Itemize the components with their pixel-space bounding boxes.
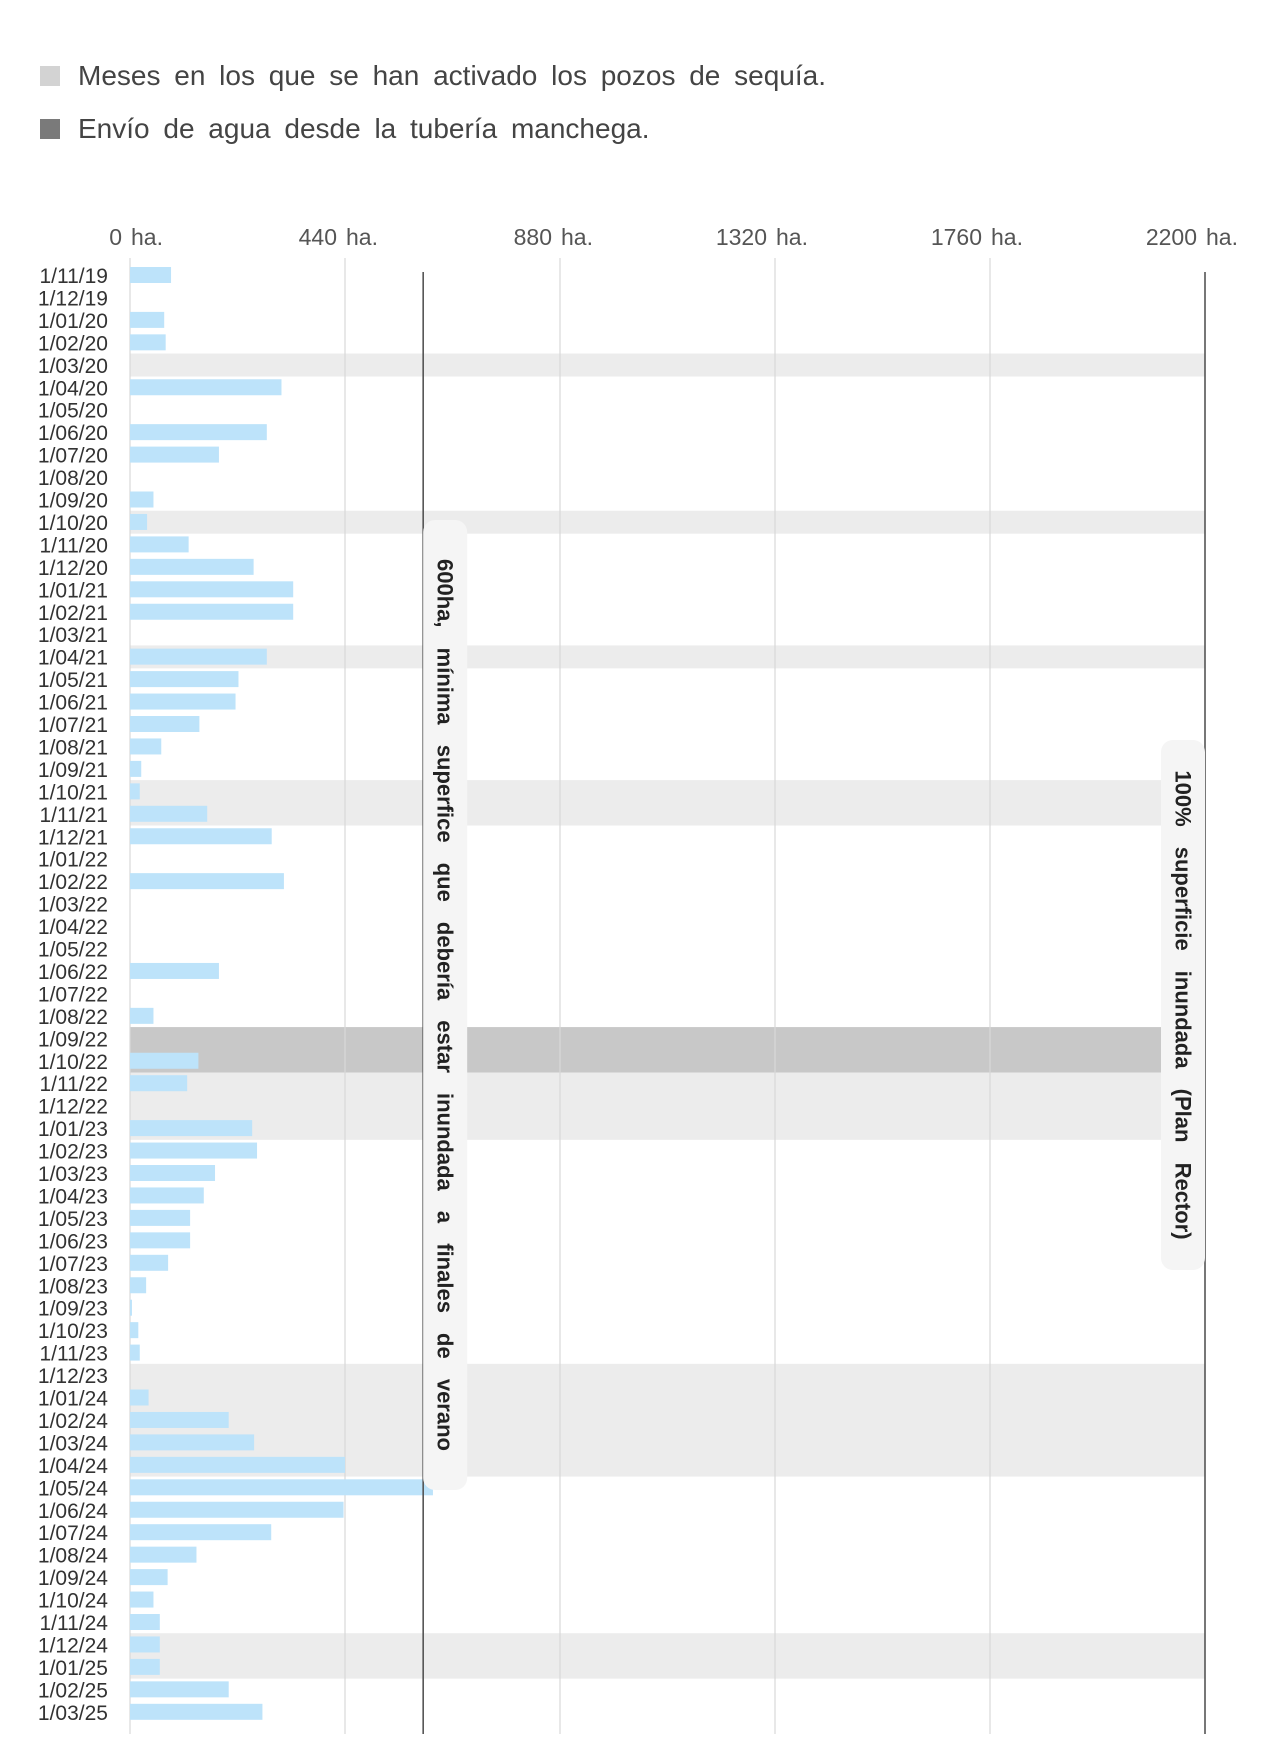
y-category-label: 1/02/22 <box>37 871 108 895</box>
drought-band <box>130 780 1205 803</box>
drought-band <box>130 354 1205 377</box>
bar <box>130 1659 160 1675</box>
bar <box>130 559 254 575</box>
y-category-label: 1/08/24 <box>37 1544 108 1568</box>
bar <box>130 1681 229 1697</box>
drought-band <box>130 1386 1205 1409</box>
x-tick-unit: ha. <box>131 224 163 250</box>
y-category-label: 1/07/24 <box>37 1522 108 1546</box>
bar <box>130 738 161 754</box>
drought-band <box>130 1094 1205 1117</box>
drought-band <box>130 1656 1205 1679</box>
y-category-label: 1/05/22 <box>37 938 108 962</box>
x-tick-unit: ha. <box>346 224 378 250</box>
x-tick-unit: ha. <box>561 224 593 250</box>
y-category-label: 1/11/21 <box>39 803 108 827</box>
bar <box>130 1075 187 1091</box>
y-category-label: 1/10/20 <box>37 511 108 535</box>
bar <box>130 267 171 283</box>
y-category-label: 1/12/19 <box>37 287 108 311</box>
y-category-label: 1/11/23 <box>39 1342 108 1366</box>
legend-pipeline-label: Envío de agua desde la tubería manchega. <box>78 113 650 144</box>
y-category-label: 1/03/22 <box>37 893 108 917</box>
bar <box>130 1053 198 1069</box>
y-category-label: 1/12/20 <box>37 556 108 580</box>
y-category-label: 1/11/20 <box>39 534 108 558</box>
y-category-label: 1/06/21 <box>37 691 108 715</box>
bar <box>130 447 219 463</box>
bar <box>130 828 272 844</box>
drought-band <box>130 1409 1205 1432</box>
bar <box>130 1120 252 1136</box>
bar <box>130 963 219 979</box>
y-category-label: 1/10/21 <box>37 781 108 805</box>
bar <box>130 1569 168 1585</box>
bar <box>130 1255 168 1271</box>
y-category-label: 1/01/23 <box>37 1118 108 1142</box>
y-category-label: 1/06/24 <box>37 1499 108 1523</box>
y-category-label: 1/08/22 <box>37 1005 108 1029</box>
y-category-label: 1/08/23 <box>37 1275 108 1299</box>
bar <box>130 1008 153 1024</box>
bar <box>130 536 189 552</box>
y-category-label: 1/07/20 <box>37 444 108 468</box>
y-category-label: 1/05/20 <box>37 399 108 423</box>
drought-band <box>130 1633 1205 1656</box>
bar <box>130 1592 153 1608</box>
y-category-label: 1/03/25 <box>37 1701 108 1725</box>
y-category-label: 1/07/23 <box>37 1252 108 1276</box>
bar <box>130 1434 254 1450</box>
bar <box>130 1614 160 1630</box>
x-tick-label: 0 <box>109 224 122 250</box>
y-category-label: 1/09/23 <box>37 1297 108 1321</box>
bar <box>130 1300 132 1316</box>
y-category-label: 1/05/23 <box>37 1207 108 1231</box>
bar <box>130 1210 190 1226</box>
drought-band <box>130 511 1205 534</box>
x-tick-label: 2200 <box>1145 224 1197 250</box>
y-category-label: 1/11/22 <box>39 1073 108 1097</box>
bar <box>130 649 267 665</box>
bar <box>130 806 207 822</box>
bar <box>130 1165 215 1181</box>
legend-drought-label: Meses en los que se han activado los pozos de sequía. <box>78 60 826 91</box>
y-category-label: 1/01/24 <box>37 1387 108 1411</box>
pipeline-band <box>130 1050 1205 1073</box>
drought-band <box>130 645 1205 668</box>
bar <box>130 1636 160 1652</box>
y-category-label: 1/06/20 <box>37 422 108 446</box>
y-category-label: 1/06/23 <box>37 1230 108 1254</box>
bar <box>130 1479 433 1495</box>
bar <box>130 492 153 508</box>
y-category-label: 1/12/22 <box>37 1095 108 1119</box>
y-category-label: 1/04/24 <box>37 1454 108 1478</box>
x-tick-unit: ha. <box>776 224 808 250</box>
reference-lines <box>423 272 1205 1734</box>
bar <box>130 761 141 777</box>
x-tick-label: 440 <box>298 224 337 250</box>
bar <box>130 1143 257 1159</box>
bar <box>130 581 293 597</box>
y-category-label: 1/09/24 <box>37 1567 108 1591</box>
reference-line-label: 100% superficie inundada (Plan Rector) <box>1170 770 1196 1240</box>
y-category-label: 1/05/21 <box>37 669 108 693</box>
bar <box>130 514 147 530</box>
y-category-label: 1/12/23 <box>37 1365 108 1389</box>
y-category-label: 1/08/21 <box>37 736 108 760</box>
drought-band <box>130 803 1205 826</box>
drought-band <box>130 1117 1205 1140</box>
x-tick-unit: ha. <box>1206 224 1238 250</box>
bar <box>130 424 267 440</box>
y-category-label: 1/01/20 <box>37 309 108 333</box>
x-axis-ticks <box>109 224 1238 250</box>
bar <box>130 694 236 710</box>
y-category-label: 1/04/23 <box>37 1185 108 1209</box>
y-category-label: 1/02/24 <box>37 1409 108 1433</box>
bar <box>130 1277 146 1293</box>
y-category-label: 1/09/20 <box>37 489 108 513</box>
y-category-label: 1/10/23 <box>37 1320 108 1344</box>
x-tick-label: 1320 <box>715 224 767 250</box>
y-category-label: 1/01/22 <box>37 848 108 872</box>
y-category-label: 1/08/20 <box>37 467 108 491</box>
bar <box>130 604 293 620</box>
bar <box>130 1524 271 1540</box>
y-category-label: 1/05/24 <box>37 1477 108 1501</box>
y-category-label: 1/07/21 <box>37 714 108 737</box>
bar <box>130 1502 344 1518</box>
y-category-label: 1/12/21 <box>37 826 108 850</box>
bar <box>130 1390 149 1406</box>
bar <box>130 1187 204 1203</box>
y-category-label: 1/06/22 <box>37 960 108 984</box>
y-category-label: 1/03/20 <box>37 354 108 378</box>
bar <box>130 334 166 350</box>
x-tick-label: 880 <box>513 224 552 250</box>
pipeline-band <box>130 1027 1205 1050</box>
drought-band <box>130 1072 1205 1095</box>
bar <box>130 1704 262 1720</box>
y-axis-labels <box>38 265 108 1725</box>
y-category-label: 1/04/22 <box>37 916 108 940</box>
reference-line-label: 600ha, mínima superfice que debería estar inundada a finales de verano <box>432 559 458 1451</box>
y-category-label: 1/11/24 <box>39 1612 108 1635</box>
bar <box>130 312 164 328</box>
y-category-label: 1/03/23 <box>37 1163 108 1186</box>
bar <box>130 379 281 395</box>
y-category-label: 1/09/21 <box>37 758 108 782</box>
bar <box>130 1457 345 1473</box>
bar <box>130 1412 229 1428</box>
bar <box>130 783 140 799</box>
y-category-label: 1/04/21 <box>37 646 108 670</box>
y-category-label: 1/02/20 <box>37 332 108 356</box>
y-category-label: 1/03/24 <box>37 1432 108 1456</box>
y-category-label: 1/03/21 <box>37 624 108 648</box>
y-category-label: 1/01/25 <box>37 1656 108 1680</box>
bar <box>130 716 199 732</box>
bar <box>130 873 284 889</box>
bar <box>130 1345 140 1361</box>
bar <box>130 1547 196 1563</box>
y-category-label: 1/02/25 <box>37 1679 108 1703</box>
y-category-label: 1/01/21 <box>37 579 108 603</box>
bar <box>130 671 238 687</box>
y-category-label: 1/11/19 <box>39 265 108 288</box>
drought-band <box>130 1431 1205 1454</box>
y-category-label: 1/12/24 <box>37 1634 108 1658</box>
bar <box>130 1322 138 1338</box>
y-category-label: 1/10/22 <box>37 1050 108 1074</box>
y-category-label: 1/02/21 <box>37 601 108 625</box>
y-category-label: 1/04/20 <box>37 377 108 401</box>
y-category-label: 1/07/22 <box>37 983 108 1007</box>
x-tick-label: 1760 <box>930 224 982 250</box>
y-category-label: 1/09/22 <box>37 1028 108 1052</box>
y-category-label: 1/10/24 <box>37 1589 108 1613</box>
bar <box>130 1232 190 1248</box>
bars <box>130 267 433 1720</box>
y-category-label: 1/02/23 <box>37 1140 108 1164</box>
x-tick-unit: ha. <box>991 224 1023 250</box>
drought-band <box>130 1364 1205 1387</box>
